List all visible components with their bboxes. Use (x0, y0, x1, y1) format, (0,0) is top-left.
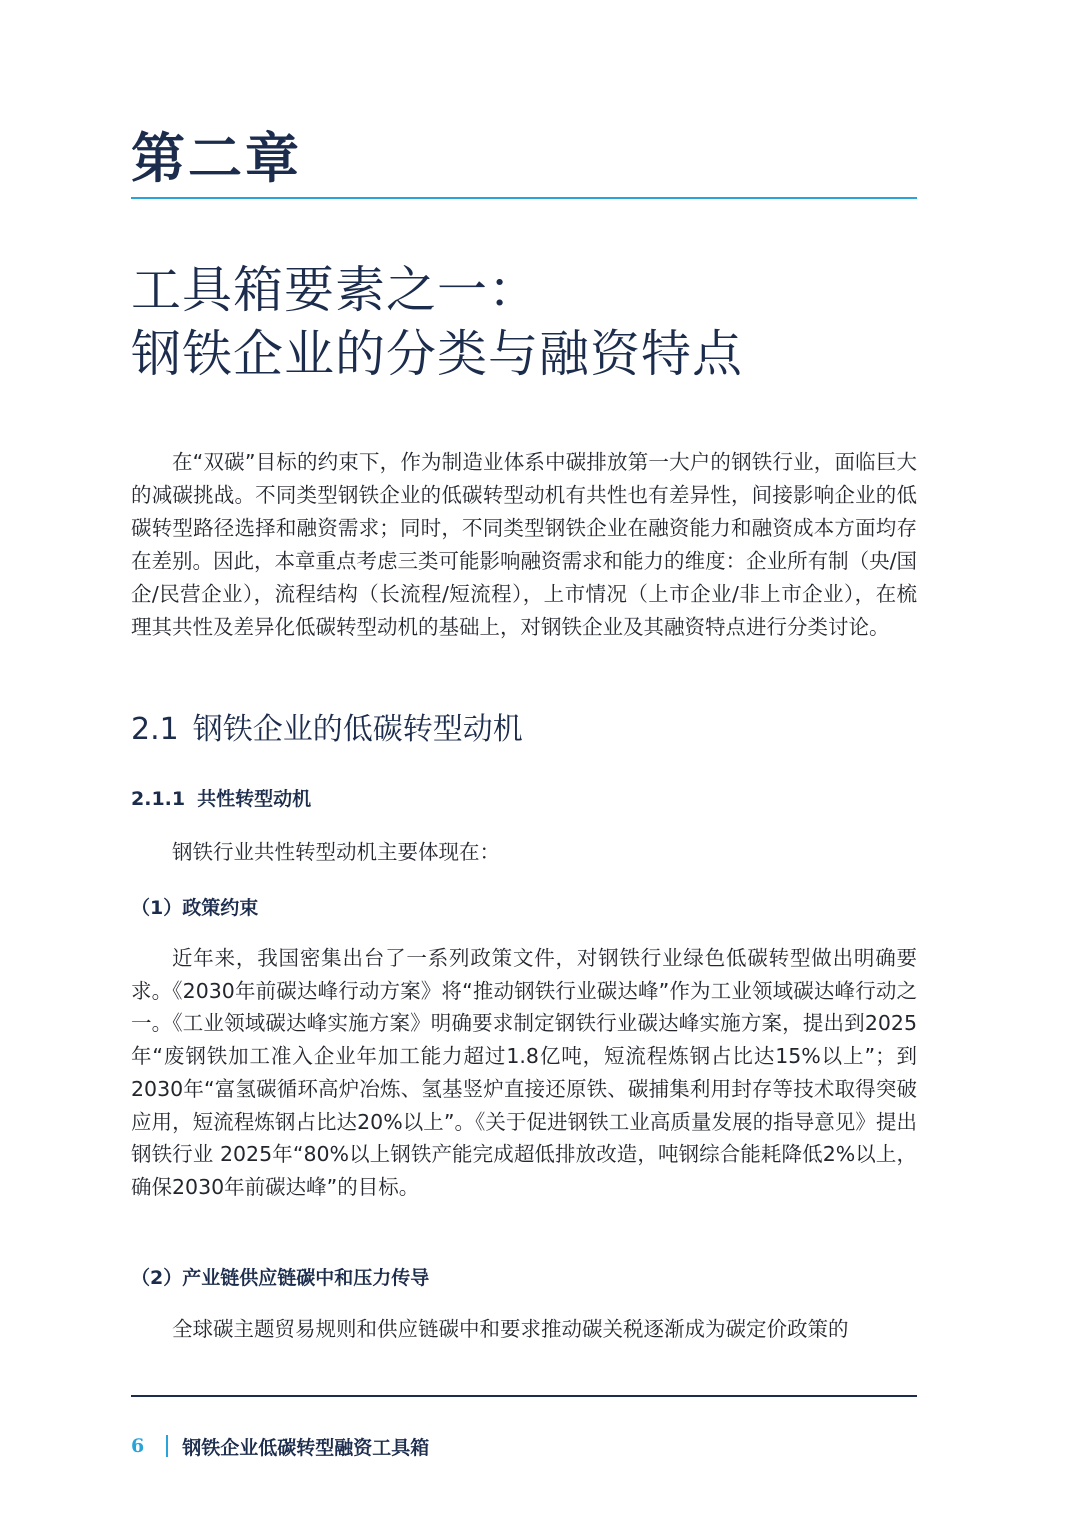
section-heading (131, 708, 523, 752)
subsection-title: 共性转型动机 (197, 788, 312, 810)
item-heading-policy: （1）政策约束 (131, 897, 259, 919)
chapter-title (131, 258, 931, 386)
chapter-label: 第二章 (131, 127, 302, 190)
footer-doc-title: 钢铁企业低碳转型融资工具箱 (182, 1436, 430, 1459)
chapter-title-line-2: 钢铁企业的分类与融资特点 (131, 325, 743, 383)
footer-separator (166, 1435, 168, 1457)
page-number: 6 (131, 1435, 145, 1457)
chapter-title-line-1: 工具箱要素之一： (131, 261, 539, 319)
intro-paragraph: 在“双碳”目标的约束下，作为制造业体系中碳排放第一大户的钢铁行业，面临巨大的减碳挑战。不同类型钢铁企业的低碳转型动机有共性也有差异性，间接影响企业的低碳转型路径选择和融资需求；同时，不同类型钢铁企业在融资能力和融资成本方面均存在差别。因此，本章重点考虑三类可能影响融资需求和能力的维度：企业所有制（央/国企/民营企业），流程结构（长流程/短流程），上市情况（上市企业/非上市企业），在梳理其共性及差异化低碳转型动机的基础上，对钢铁企业及其融资特点进行分类讨论。 (131, 450, 917, 639)
section-title: 钢铁企业的低碳转型动机 (192, 712, 523, 747)
chapter-divider (131, 197, 917, 199)
page-footer (131, 1430, 429, 1462)
footer-divider (131, 1395, 917, 1397)
item-paragraph-supply-chain: 全球碳主题贸易规则和供应链碳中和要求推动碳关税逐渐成为碳定价政策的 (172, 1317, 849, 1341)
lead-paragraph: 钢铁行业共性转型动机主要体现在： (172, 840, 500, 864)
subsection-number: 2.1.1 (131, 788, 186, 810)
item-paragraph-policy: 近年来，我国密集出台了一系列政策文件，对钢铁行业绿色低碳转型做出明确要求。《2030年前碳达峰行动方案》将“推动钢铁行业碳达峰”作为工业领域碳达峰行动之一。《工业领域碳达峰实施方案》明确要求制定钢铁行业碳达峰实施方案，提出到2025年“废钢铁加工准入企业年加工能力超过1.8亿吨，短流程炼钢占比达15%以上”；到2030年“富氢碳循环高炉冶炼、氢基竖炉直接还原铁、碳捕集利用封存等技术取得突破应用，短流程炼钢占比达20%以上”。《关于促进钢铁工业高质量发展的指导意见》提出钢铁行业 2025年“80%以上钢铁产能完成超低排放改造，吨钢综合能耗降低2%以上，确保2030年前碳达峰”的目标。 (131, 946, 917, 1199)
item-heading-supply-chain: （2）产业链供应链碳中和压力传导 (131, 1267, 430, 1289)
section-number: 2.1 (131, 712, 179, 747)
subsection-heading (131, 784, 311, 814)
